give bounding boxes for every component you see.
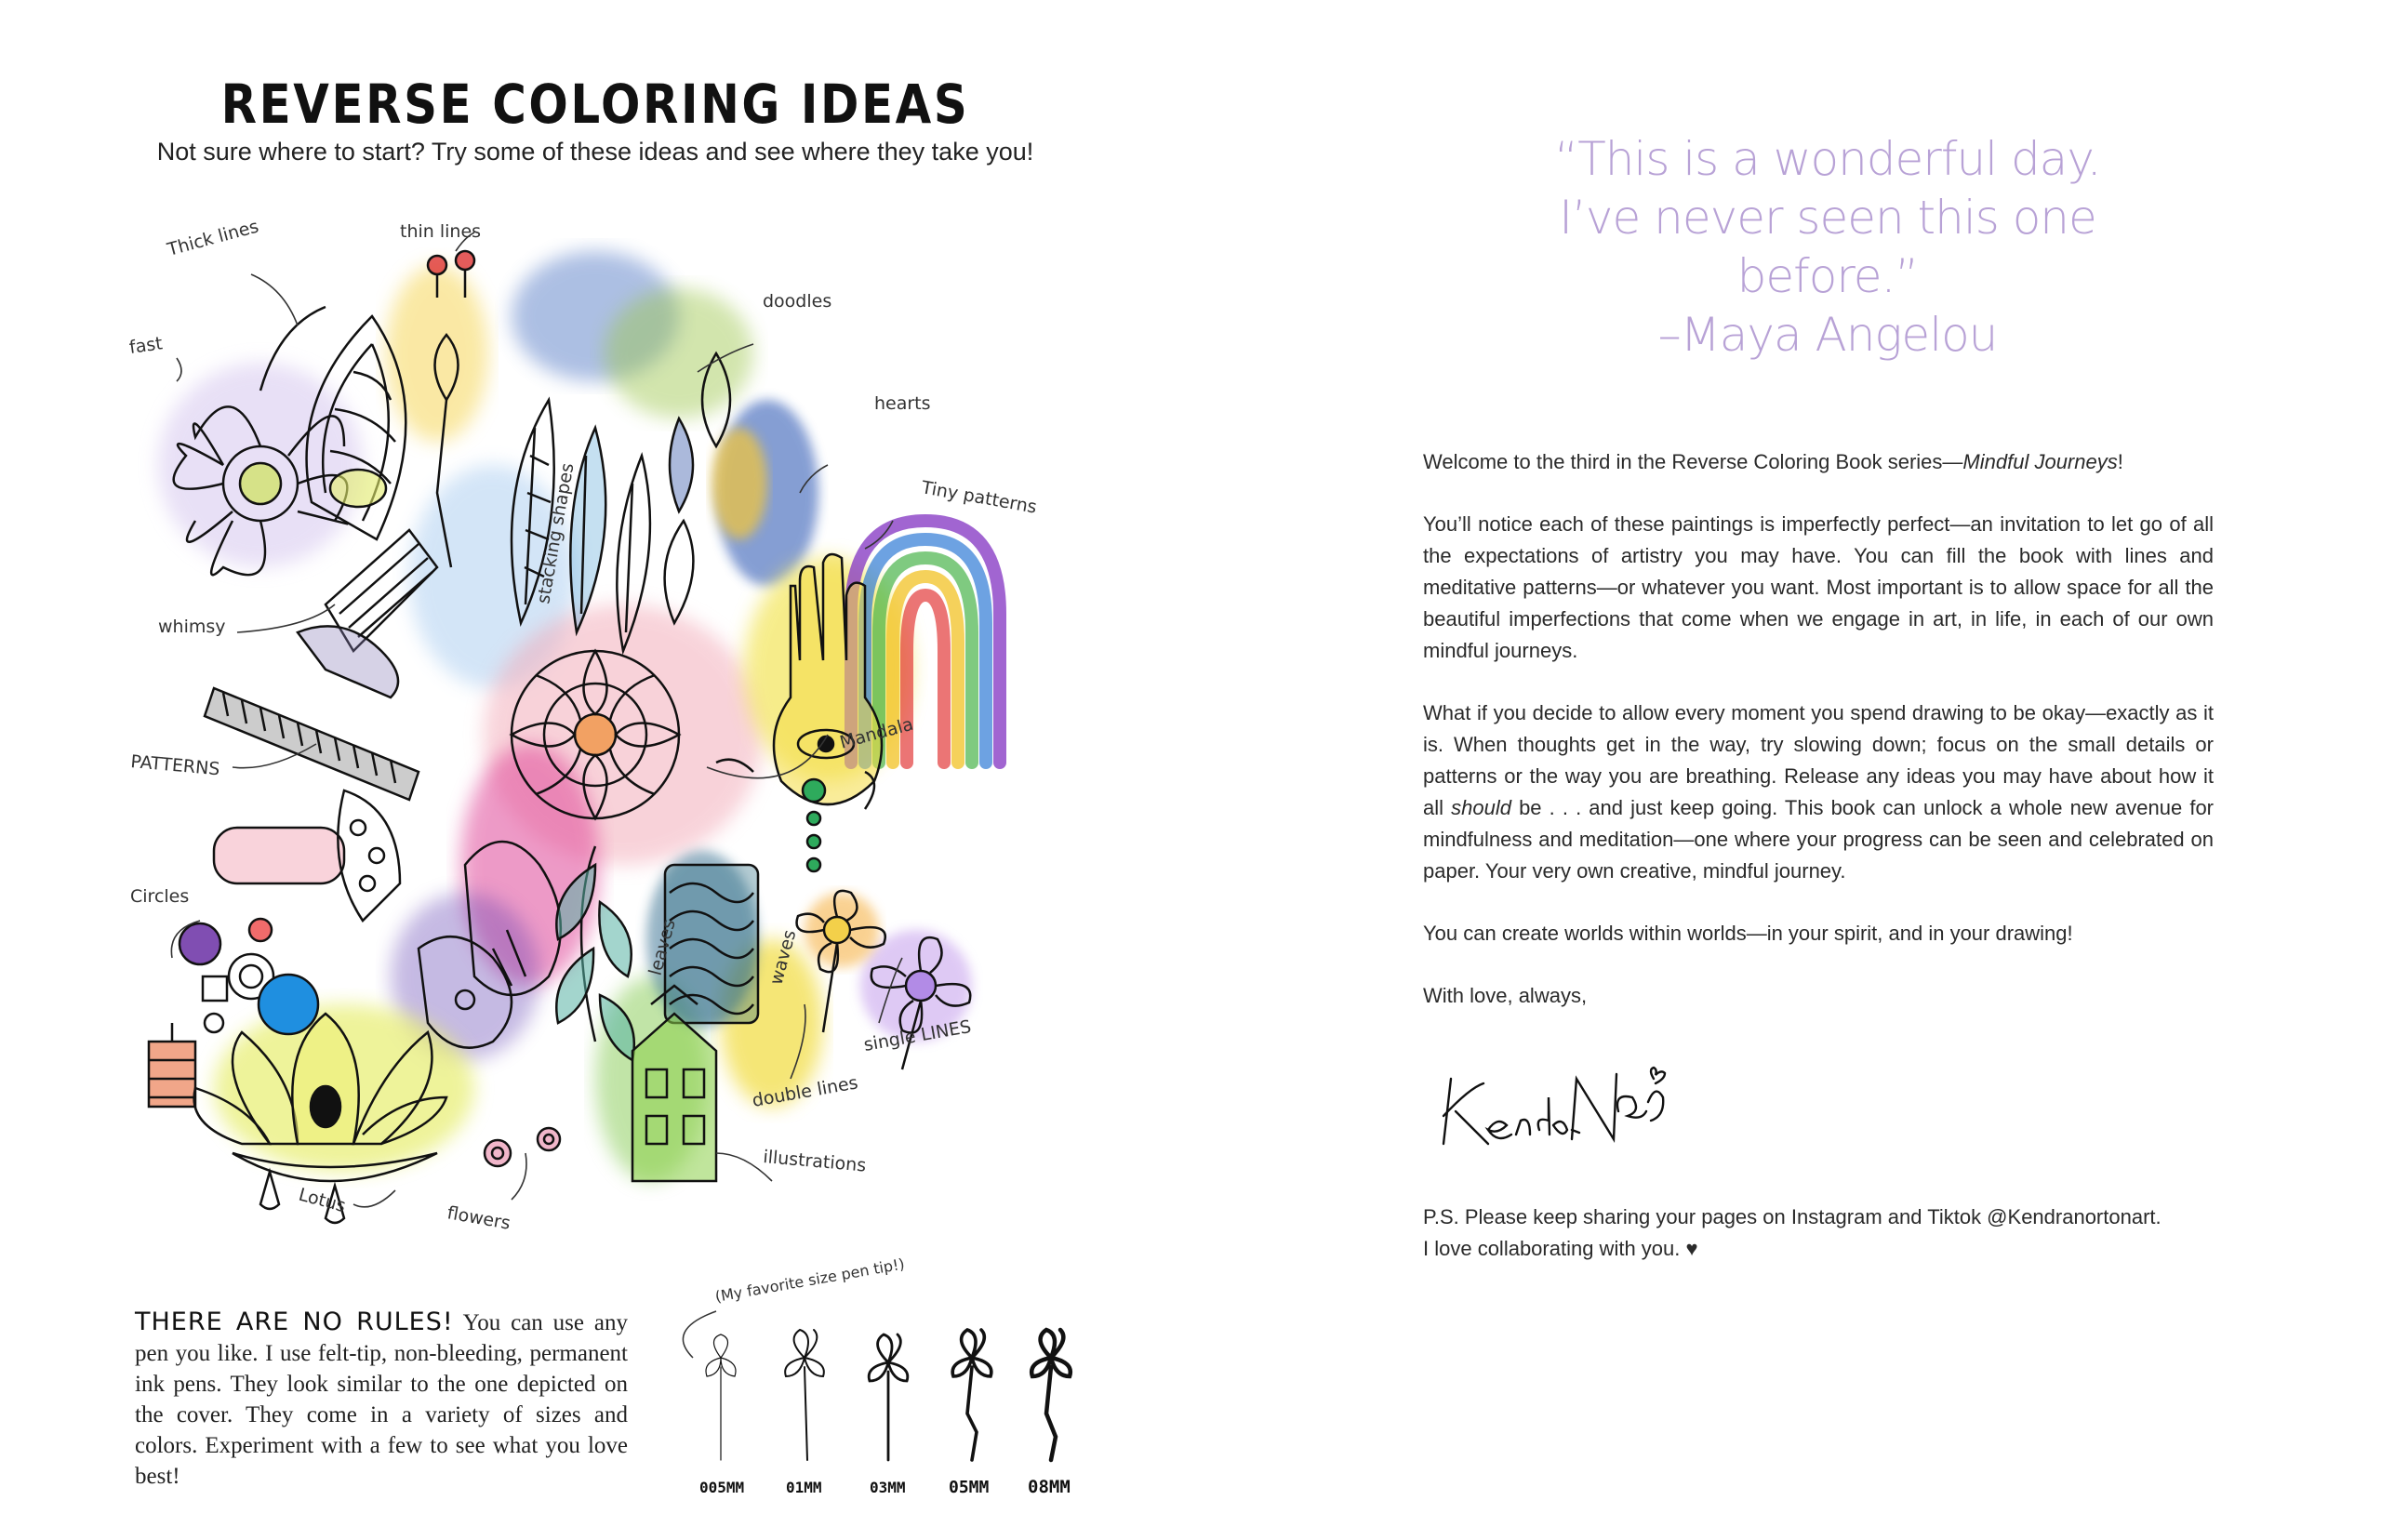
patterns-drawing <box>205 626 419 921</box>
letter-p3-emphasis: should <box>1451 796 1511 819</box>
pen-size-03mm: 03MM <box>870 1479 906 1496</box>
label-circles: Circles <box>130 886 190 907</box>
ps-line-2: I love collaborating with you. ♥ <box>1423 1237 1698 1260</box>
letter-paragraph-4: You can create worlds within worlds—in your spirit, and in your drawing! <box>1423 922 2073 945</box>
letter-p3-end: be . . . and just keep going. This book can unlock a whole new avenue for mindfulness and meditation—one where your progress can be seen and celebrated on paper. Your very own creative, mindful journey. <box>1423 796 2215 883</box>
hamsa-drawing <box>774 554 882 804</box>
quote-block <box>1465 130 2190 365</box>
pen-size-05mm: 05MM <box>949 1478 990 1497</box>
quote-attribution: –Maya Angelou <box>1657 308 1998 362</box>
quote-line-1: “This is a wonderful day. <box>1554 132 2101 186</box>
page-subtitle: Not sure where to start? Try some of these ideas and see where they take you! <box>156 138 1034 166</box>
no-rules-paragraph <box>135 1307 628 1492</box>
label-stacking-shapes: stacking shapes <box>533 461 579 605</box>
label-whimsy: whimsy <box>158 617 226 637</box>
signature <box>1432 1042 1674 1162</box>
no-rules-body: You can use any pen you like. I use felt-tip, non-bleeding, permanent ink pens. They look similar to the one depicted on the cover. They come in a variety of sizes and colors. Experiment with a few to see what you love best! <box>135 1310 629 1489</box>
pen-flowers <box>651 1255 1097 1507</box>
label-illustrations: illustrations <box>762 1147 868 1176</box>
label-hearts: hearts <box>874 393 931 414</box>
intro-letter <box>1423 446 2214 1042</box>
label-lotus: Lotus <box>296 1184 348 1217</box>
postscript <box>1423 1201 2214 1265</box>
label-single-lines: single LINES <box>862 1016 973 1055</box>
letter-p3-text: What if you decide to allow every moment you spend drawing to be okay—exactly as it is. When thoughts get in the way, try slowing down; focus on the small details or patterns or the way you are breathing. Release any ideas you may have about how it all <box>1423 701 2214 819</box>
letter-p1-end: ! <box>2117 450 2123 473</box>
pen-sizes-illustration <box>651 1255 1097 1507</box>
page-title: REVERSE COLORING IDEAS <box>220 73 970 136</box>
label-patterns: PATTERNS <box>129 751 221 780</box>
favorite-arrow <box>683 1311 716 1358</box>
label-mandala: Mandala <box>837 713 916 753</box>
pen-size-01mm: 01MM <box>786 1479 822 1496</box>
roses-drawing <box>485 1128 560 1166</box>
ideas-illustration <box>127 214 1039 1234</box>
pen-size-08mm: 08MM <box>1028 1477 1071 1497</box>
flower-05mm <box>952 1330 991 1460</box>
label-thick-lines: Thick lines <box>165 216 261 260</box>
label-doodles: doodles <box>763 291 832 312</box>
circles-drawing <box>180 919 318 1034</box>
letter-closing: With love, always, <box>1423 984 1588 1007</box>
flower-005mm <box>706 1334 736 1460</box>
label-leaves: leaves <box>645 917 680 978</box>
flower-01mm <box>785 1330 824 1460</box>
label-fast: fast <box>127 333 165 358</box>
pen-size-005mm: 005MM <box>699 1479 745 1496</box>
label-waves: waves <box>765 927 801 988</box>
quote-line-2: I’ve never seen this one before.” <box>1559 191 2096 303</box>
favorite-pen-note: (My favorite size pen tip!) <box>713 1255 906 1306</box>
letter-paragraph-1 <box>1423 446 2214 478</box>
flower-03mm <box>869 1334 908 1460</box>
left-page <box>0 0 1190 1540</box>
ps-line-1: P.S. Please keep sharing your pages on Instagram and Tiktok @Kendranortonart. <box>1423 1205 2162 1228</box>
ideas-collage <box>127 214 1039 1234</box>
signature-image <box>1432 1042 1674 1162</box>
letter-paragraph-3 <box>1423 697 2214 887</box>
label-tiny-patterns: Tiny patterns <box>920 477 1039 518</box>
letter-paragraph-2: You’ll notice each of these paintings is imperfectly perfect—an invitation to let go of all the expectations of artistry you may have. You can fill the book with lines and meditative patterns—or whatever you want. Most important is to allow space for all the beautiful imperfections that come when we engage in art, in life, in each of our own mindful journeys. <box>1423 512 2214 662</box>
flower-08mm <box>1031 1330 1071 1460</box>
label-thin-lines: thin lines <box>400 221 482 242</box>
waves-drawing <box>665 865 758 1023</box>
label-double-lines: double lines <box>751 1072 860 1111</box>
letter-p1-text: Welcome to the third in the Reverse Coloring Book series— <box>1423 450 1963 473</box>
book-title: Mindful Journeys <box>1962 450 2118 473</box>
label-flowers: flowers <box>446 1202 512 1234</box>
cake-drawing <box>149 1023 195 1107</box>
no-rules-heading: THERE ARE NO RULES! <box>135 1308 454 1336</box>
